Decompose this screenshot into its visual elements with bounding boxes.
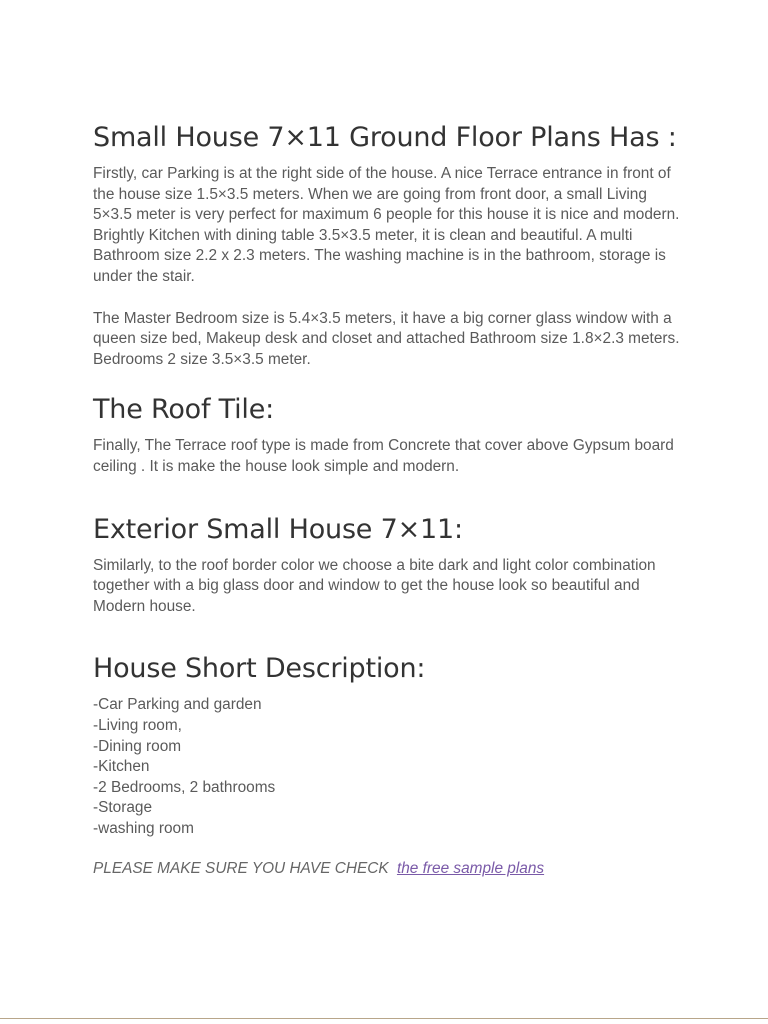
heading-exterior: Exterior Small House 7×11: — [93, 513, 463, 545]
list-item: -Car Parking and garden — [93, 696, 262, 714]
list-item: -washing room — [93, 819, 194, 837]
paragraph-ground-floor-1: Firstly, car Parking is at the right side of the house. A nice Terrace entrance in front of the house size 1.5×3.5 meters. When we are going from front door, a small Living 5×3.5 meter is very perfect for maximum 6 people for this house it is nice and modern. Brightly Kitchen with dining table 3.5×3.5 meter, it is clean and beautiful. A multi Bathroom size 2.2 x 2.3 meters. The washing machine is in the bathroom, storage is under the stair. — [93, 165, 680, 285]
heading-ground-floor: Small House 7×11 Ground Floor Plans Has : — [93, 122, 677, 153]
feature-list — [93, 695, 683, 839]
list-item: -Living room, — [93, 716, 182, 734]
list-item: -Storage — [93, 799, 153, 817]
paragraph-roof-tile: Finally, The Terrace roof type is made from Concrete that cover above Gypsum board ceiling . It is make the house look simple and modern. — [93, 437, 674, 475]
notice-text: PLEASE MAKE SURE YOU HAVE CHECK — [93, 860, 389, 878]
list-item: -Dining room — [93, 737, 182, 755]
page-bottom-divider — [0, 1018, 768, 1019]
article-body — [93, 120, 683, 880]
paragraph-exterior: Similarly, to the roof border color we choose a bite dark and light color combination together with a big glass door and window to get the house look so beautiful and Modern house. — [93, 556, 656, 615]
list-item: -Kitchen — [93, 758, 150, 776]
free-sample-plans-link[interactable]: the free sample plans — [396, 860, 545, 878]
sample-plans-notice — [93, 859, 683, 880]
heading-roof-tile: The Roof Tile: — [93, 394, 275, 426]
paragraph-ground-floor-2: The Master Bedroom size is 5.4×3.5 meters, it have a big corner glass window with a queen size bed, Makeup desk and closet and attached Bathroom size 1.8×2.3 meters. Bedrooms 2 size 3.5×3.5 meter. — [93, 309, 680, 368]
list-item: -2 Bedrooms, 2 bathrooms — [93, 778, 276, 796]
heading-short-description: House Short Description: — [93, 653, 426, 685]
